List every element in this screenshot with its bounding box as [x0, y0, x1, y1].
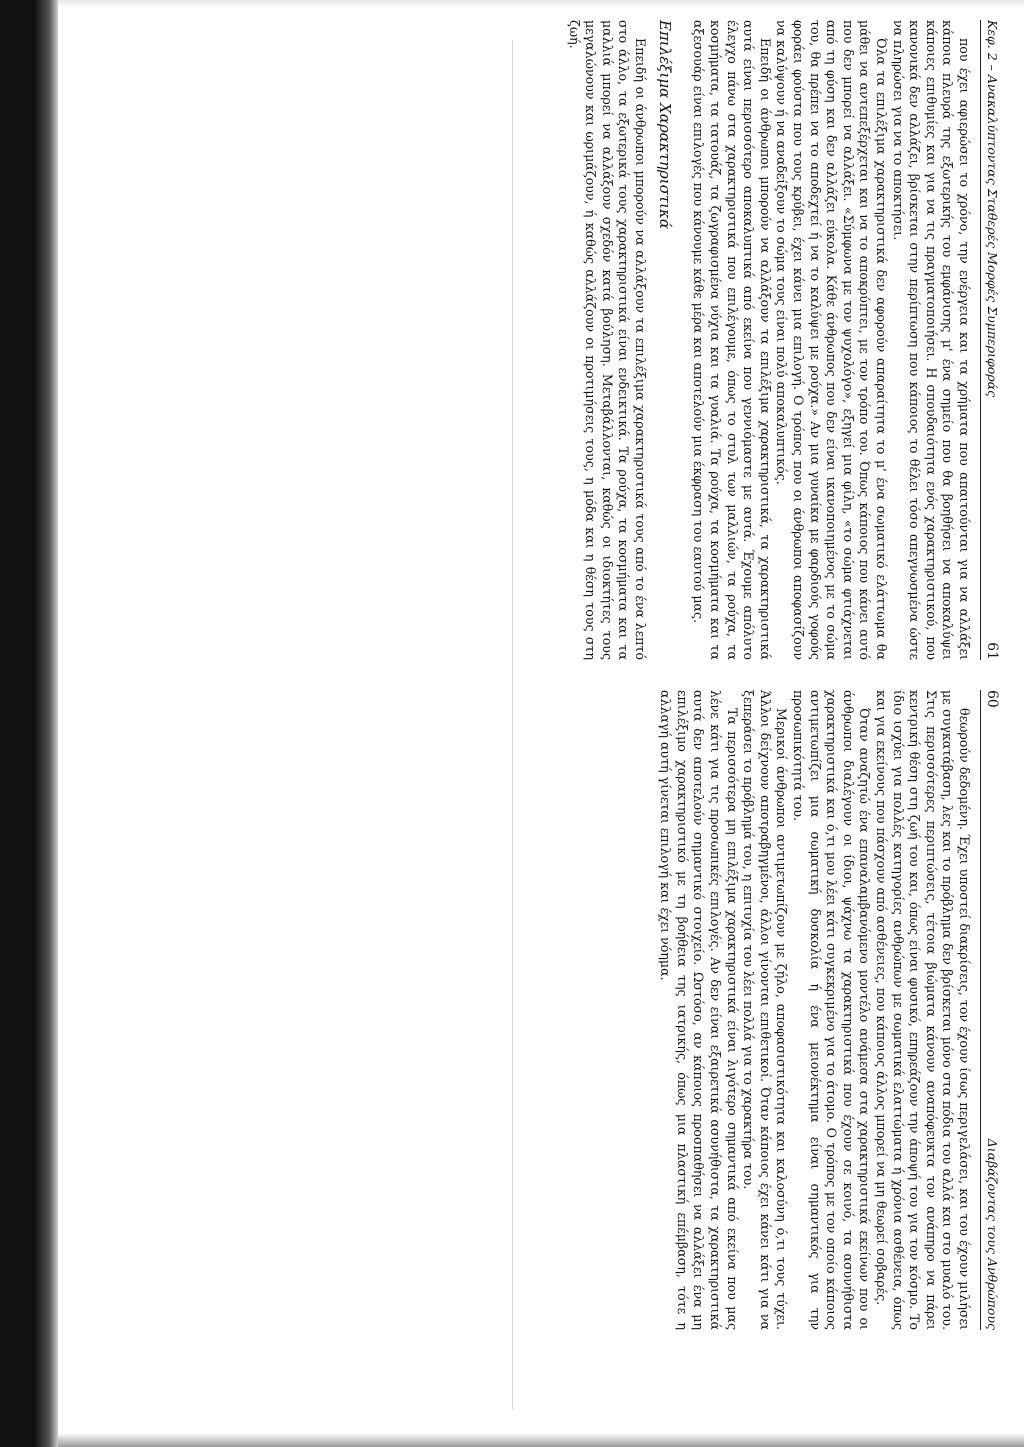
page-60	[240, 690, 1000, 1330]
paragraph: θεωρούν δεδομένη. Έχει υποστεί διακρίσεις, τον έχουν ίσως περιγελάσει, και του έχουν μιλήσει με συγκατάβαση, λες και το πρόβλημα δεν βρίσκεται μόνο στα πόδια του αλλά και στο μυαλό του. Στις περισσότερες περιπτώσεις, τέτοια βιώματα κάνουν αναπόφευκτα τον ανάπηρο να πάρει κεντρική θέση στη ζωή του και, όπως είναι φυσικό, επηρεάζουν την άποψή του για τον κόσμο. Το ίδιο ισχύει για πολλές κατηγορίες ανθρώπων με σωματικά ελαττώματα ή χρόνια ασθένεια, όπως και για εκείνους που πάσχουν από ασθένειες, που κάποιος άλλος μπορεί να μη θεωρεί σοβαρές.	[874, 690, 972, 1330]
paragraph: Επειδή οι άνθρωποι μπορούν να αλλάξουν τα επιλέξιμα χαρακτηριστικά, τα χαρακτηριστικά αυτά είναι περισσότερο αποκαλυπτικά από εκείνα που γεννιόμαστε με αυτά. Έχουμε απόλυτο έλεγχο πάνω στα χαρακτηριστικά που επιλέγουμε, όπως το στυλ των μαλλιών, τα ρούχα, τα κοσμήματα, τα τατουάζ, τα ζωγραφισμένα νύχια και τα γυαλιά. Τα ρούχα, τα κοσμήματα και τα αξεσουάρ είναι επιλογές που κάνουμε κάθε μέρα και αποτελούν μια έκφραση του εαυτού μας.	[691, 20, 773, 660]
paragraph: που έχει αφιερώσει το χρόνο, την ενέργεια και τα χρήματα που απαιτούνται για να αλλάξει κάποια πλευρά της εξωτερικής του εμφάνισης μ' ένα σημείο που θα βοηθήσει να αποκαλύψει κάποιες επιθυμίες και για να τις πραγματοποιήσει. Η σπουδαιότητα ενός χαρακτηριστικού, που κανονικά δεν αλλάζει, βρίσκεται στην περίπτωση που κάποιος το θέλει τόσο απεγνωσμένα ώστε να πληρώσει για να το αποκτήσει.	[890, 20, 972, 660]
paragraph: Όταν αναζητώ ένα επαναλαμβανόμενο μοντέλο ανάμεσα στα χαρακτηριστικά εκείνων που οι άνθρωποι διαλέγουν οι ίδιοι, ψάχνω τα χαρακτηριστικά που έχουν σε κοινό, τα ασυνήθιστα χαρακτηριστικά και ό,τι μου λέει κάτι συγκεκριμένο για το άτομο. Ο τρόπος με τον οποίο κάποιος αντιμετωπίζει μια σωματική δυσκολία ή ένα μειονέκτημα είναι σημαντικός για την προσωπικότητά του.	[791, 690, 873, 1330]
book-running-title: Διαβάζοντας τους Ανθρώπους	[985, 1138, 1000, 1330]
scan-top-shadow	[58, 0, 1024, 8]
page-number: 60	[984, 690, 1000, 708]
scanner-dark-margin	[0, 0, 58, 1447]
paragraph: Επειδή οι άνθρωποι μπορούν να αλλάξουν τα επιλέξιμα χαρακτηριστικά τους από το ένα λεπτό στο άλλο, τα εξωτερικά τους χαρακτηριστικά είναι ενδεικτικά. Τα ρούχα, τα κοσμήματα και τα μαλλιά μπορεί να αλλάξουν σχεδόν κατά βούληση. Μεταβάλλονται, καθώς οι ιδιοκτήτες τους μεγαλώνουν και ωριμάζουν, ή καθώς αλλάζουν οι προτιμήσεις τους, η μόδα και η θέση τους στη ζωή.	[566, 20, 648, 660]
running-head	[980, 20, 1000, 660]
page-number: 61	[984, 642, 1000, 660]
paragraph: Τα περισσότερα μη επιλέξιμα χαρακτηριστικά είναι λιγότερο σημαντικά από εκείνα που μας λένε κάτι για τις προσωπικές επιλογές. Αν δεν είναι εξαιρετικά ασυνήθιστα, τα χαρακτηριστικά αυτά δεν αποτελούν σημαντικό στοιχείο. Ωστόσο, αν κάποιος προσπαθήσει να αλλάξει ένα μη επιλέξιμο χαρακτηριστικό με τη βοήθεια της ιατρικής, όπως μια πλαστική επέμβαση, τότε η αλλαγή αυτή γίνεται επιλογή και έχει νόημα.	[658, 690, 740, 1330]
paragraph: Μερικοί άνθρωποι αντιμετωπίζουν με ζήλο, αποφασιστικότητα και καλοσύνη ό,τι τους τύχει. Άλλοι δείχνουν αποτραβηγμένοι, άλλοι γίνονται επιθετικοί. Όταν κάποιος έχει κάνει κάτι για να ξεπεράσει το πρόβλημά του, η επιτυχία του λέει πολλά για το χαρακτήρα του.	[741, 690, 790, 1330]
page-61	[240, 20, 1000, 660]
running-head	[980, 690, 1000, 1330]
scan-bottom-edge	[58, 1433, 1024, 1447]
section-heading: Επιλέξιμα Χαρακτηριστικά	[655, 20, 674, 229]
paragraph: Όλα τα επιλέξιμα χαρακτηριστικά δεν αφορούν απαραίτητα το μ' ένα σωματικό ελάττωμα θα μάθει να αντεπεξέρχεται και να το αποκρύπτει, με τον τρόπο του. Όπως κάποιος που κάνει αυτό που δεν μπορεί να αλλάξει. «Σύμφωνα με τον ψυχολόγο», εξηγεί μια φίλη, «το σώμα φτιάχνεται από τη φύση και δεν αλλάζει εύκολα. Κάθε άνθρωπος που δεν είναι ικανοποιημένος με το σώμα του, θα πρέπει να το αποδεχτεί ή να το καλύψει με ρούχα.» Αν μια γυναίκα με φαρδιούς γοφούς φοράει φούστα που τους κρύβει, έχει κάνει μια επιλογή. Ο τρόπος που οι άνθρωποι αποφασίζουν να καλύψουν ή να αναδείξουν το σώμα τους είναι πολύ αποκαλυπτικός.	[774, 20, 890, 660]
chapter-running-title: Κεφ. 2 – Ανακαλύπτοντας Σταθερές Μορφές Συμπεριφοράς	[985, 20, 1000, 398]
